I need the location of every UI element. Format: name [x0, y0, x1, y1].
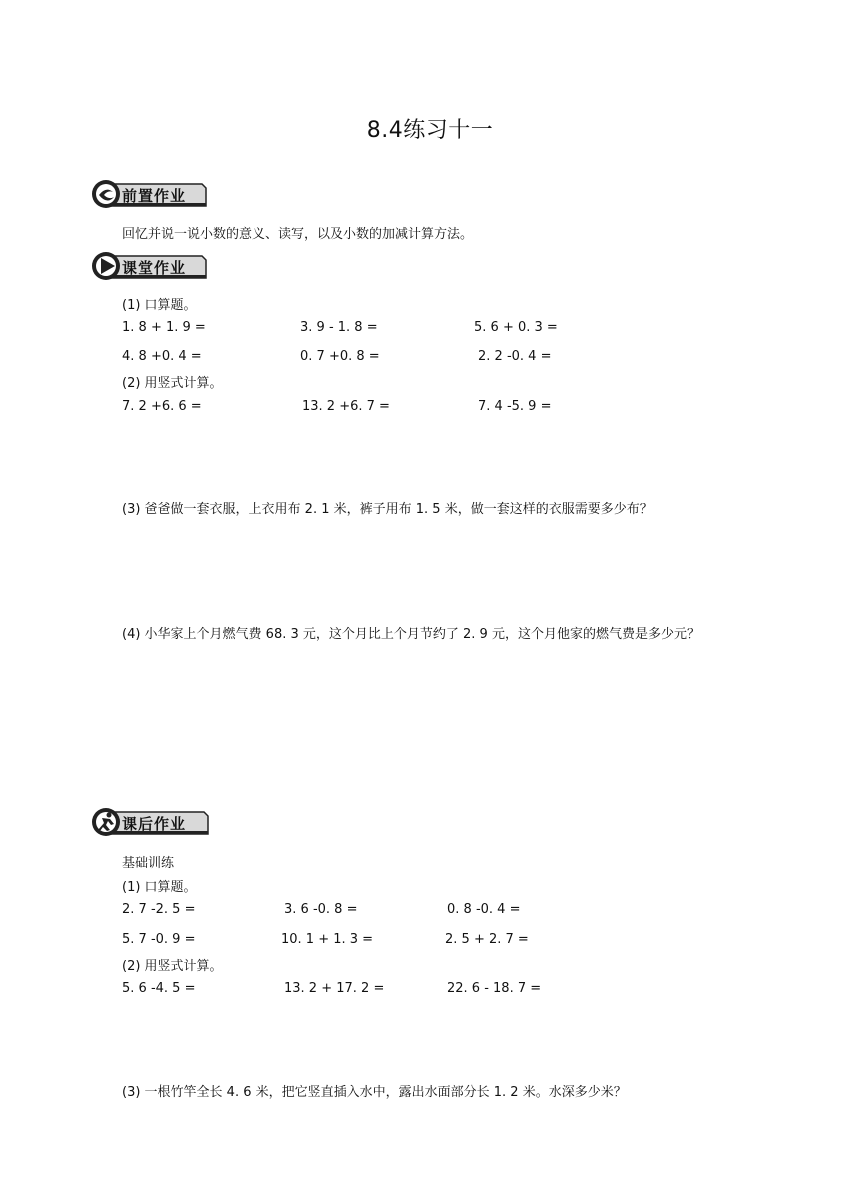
class-q3-text: (3) 爸爸做一套衣服，上衣用布 2. 1 米，裤子用布 1. 5 米，做一套这样的衣服需要多少布？ [122, 502, 653, 517]
class-q2-label: (2) 用竖式计算。 [122, 376, 223, 391]
class-q2-item: 7. 2 +6. 6 = [122, 399, 202, 414]
section-banner-pre [90, 178, 210, 212]
class-q1-item: 3. 9 - 1. 8 = [300, 320, 378, 335]
after-q2-label: (2) 用竖式计算。 [122, 959, 223, 974]
section-banner-after [90, 806, 212, 840]
class-q2-item: 13. 2 +6. 7 = [302, 399, 390, 414]
after-q1-item: 10. 1 + 1. 3 = [281, 932, 374, 947]
after-q2-item: 5. 6 -4. 5 = [122, 981, 196, 996]
class-q1-label: (1) 口算题。 [122, 298, 197, 313]
pre-homework-text: 回忆并说一说小数的意义、读写，以及小数的加减计算方法。 [122, 227, 474, 242]
after-q3-text: (3) 一根竹竿全长 4. 6 米，把它竖直插入水中，露出水面部分长 1. 2 米。水深多少米？ [122, 1085, 627, 1100]
after-q1-item: 0. 8 -0. 4 = [447, 902, 521, 917]
section-label-after: 课后作业 [122, 815, 187, 833]
section-label-class: 课堂作业 [122, 259, 187, 277]
after-q1-item: 5. 7 -0. 9 = [122, 932, 196, 947]
after-q1-item: 2. 5 + 2. 7 = [445, 932, 529, 947]
page-title: 8.4练习十一 [366, 118, 494, 143]
class-q1-item: 0. 7 +0. 8 = [300, 349, 380, 364]
section-label-pre: 前置作业 [122, 187, 187, 205]
after-q1-item: 3. 6 -0. 8 = [284, 902, 358, 917]
class-q1-item: 4. 8 +0. 4 = [122, 349, 202, 364]
after-q2-item: 13. 2 + 17. 2 = [284, 981, 385, 996]
after-q1-label: (1) 口算题。 [122, 880, 197, 895]
class-q2-item: 7. 4 -5. 9 = [478, 399, 552, 414]
after-subtitle: 基础训练 [122, 856, 175, 871]
section-banner-class [90, 250, 210, 284]
class-q4-text: (4) 小华家上个月燃气费 68. 3 元，这个月比上个月节约了 2. 9 元，这个月他家的燃气费是多少元？ [122, 627, 700, 642]
class-q1-item: 2. 2 -0. 4 = [478, 349, 552, 364]
class-q1-item: 5. 6 + 0. 3 = [474, 320, 558, 335]
class-q1-item: 1. 8 + 1. 9 = [122, 320, 206, 335]
after-q2-item: 22. 6 - 18. 7 = [447, 981, 542, 996]
after-q1-item: 2. 7 -2. 5 = [122, 902, 196, 917]
